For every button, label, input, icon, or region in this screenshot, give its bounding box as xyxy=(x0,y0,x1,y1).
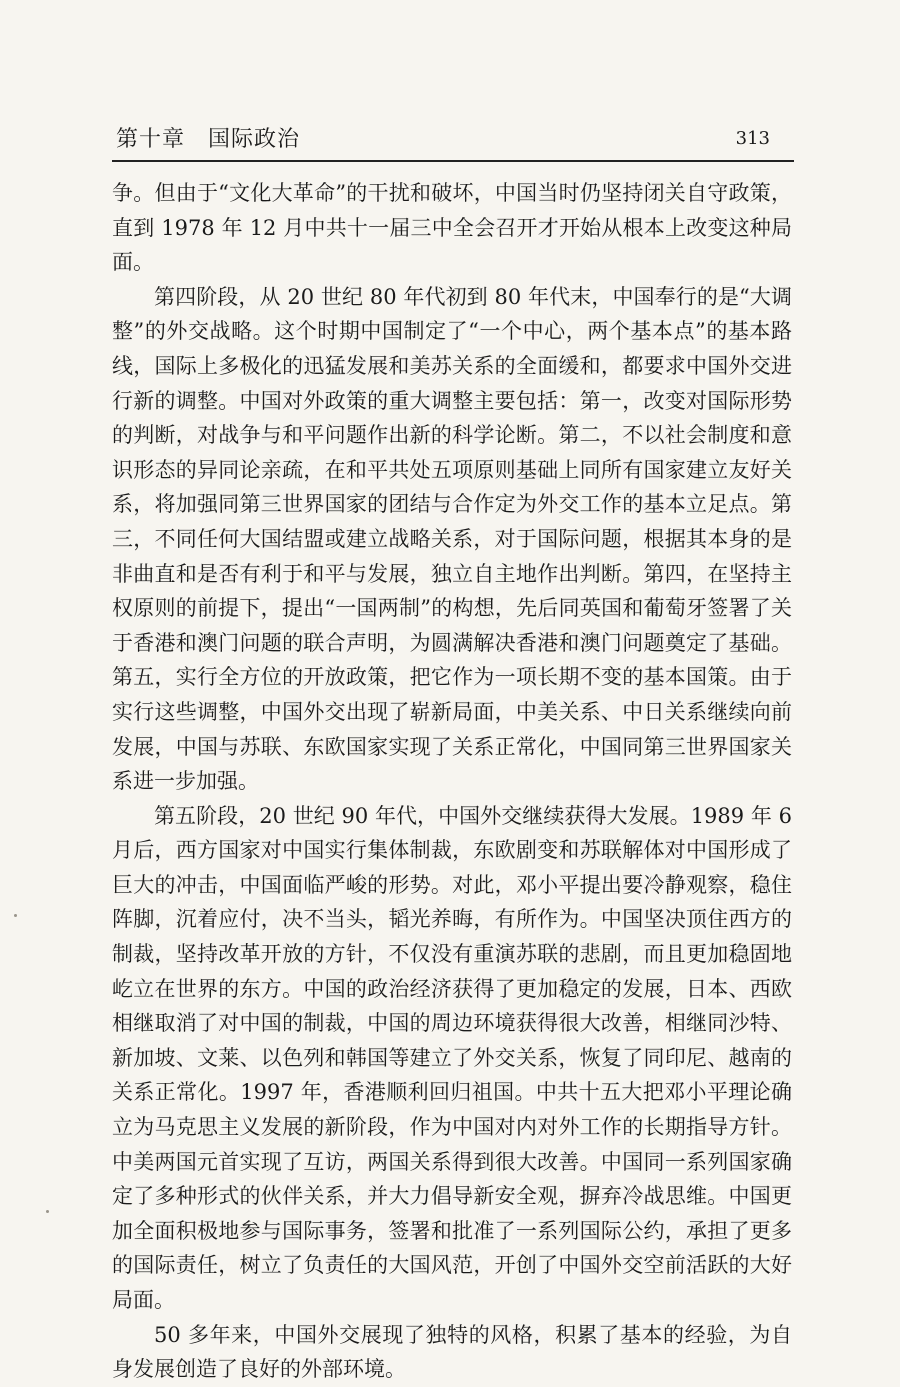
chapter-title: 第十章 国际政治 xyxy=(116,127,301,152)
paragraph-conclusion: 50 多年来，中国外交展现了独特的风格，积累了基本的经验，为自身发展创造了良好的外部环境。 xyxy=(112,1322,792,1382)
scan-speck xyxy=(14,914,17,917)
scan-speck xyxy=(46,1210,49,1213)
body-text xyxy=(112,176,792,1387)
paragraph-stage-five: 第五阶段，20 世纪 90 年代，中国外交继续获得大发展。1989 年 6 月后，西方国家对中国实行集体制裁，东欧剧变和苏联解体对中国形成了巨大的冲击，中国面临严峻的形势。对此，邓小平提出要冷静观察，稳住阵脚，沉着应付，决不当头，韬光养晦，有所作为。中国坚决顶住西方的制裁，坚持改革开放的方针，不仅没有重演苏联的悲剧，而且更加稳固地屹立在世界的东方。中国的政治经济获得了更加稳定的发展，日本、西欧相继取消了对中国的制裁，中国的周边环境获得很大改善，相继同沙特、新加坡、文莱、以色列和韩国等建立了外交关系，恢复了同印尼、越南的关系正常化。1997 年，香港顺利回归祖国。中共十五大把邓小平理论确立为马克思主义发展的新阶段，作为中国对内对外工作的长期指导方针。中美两国元首实现了互访，两国关系得到很大改善。中国同一系列国家确定了多种形式的伙伴关系，并大力倡导新安全观，摒弃冷战思维。中国更加全面积极地参与国际事务，签署和批准了一系列国际公约，承担了更多的国际责任，树立了负责任的大国风范，开创了中国外交空前活跃的大好局面。 xyxy=(112,803,792,1312)
running-header xyxy=(112,122,794,162)
header-rule xyxy=(112,160,794,162)
paragraph-stage-four: 第四阶段，从 20 世纪 80 年代初到 80 年代末，中国奉行的是“大调整”的外交战略。这个时期中国制定了“一个中心，两个基本点”的基本路线，国际上多极化的迅猛发展和美苏关系的全面缓和，都要求中国外交进行新的调整。中国对外政策的重大调整主要包括：第一，改变对国际形势的判断，对战争与和平问题作出新的科学论断。第二，不以社会制度和意识形态的异同论亲疏，在和平共处五项原则基础上同所有国家建立友好关系，将加强同第三世界国家的团结与合作定为外交工作的基本立足点。第三，不同任何大国结盟或建立战略关系，对于国际问题，根据其本身的是非曲直和是否有利于和平与发展，独立自主地作出判断。第四，在坚持主权原则的前提下，提出“一国两制”的构想，先后同英国和葡萄牙签署了关于香港和澳门问题的联合声明，为圆满解决香港和澳门问题奠定了基础。第五，实行全方位的开放政策，把它作为一项长期不变的基本国策。由于实行这些调整，中国外交出现了崭新局面，中美关系、中日关系继续向前发展，中国与苏联、东欧国家实现了关系正常化，中国同第三世界国家关系进一步加强。 xyxy=(112,284,792,794)
page-number: 313 xyxy=(735,128,770,149)
paragraph-continued: 争。但由于“文化大革命”的干扰和破坏，中国当时仍坚持闭关自守政策，直到 1978 年 12 月中共十一届三中全会召开才开始从根本上改变这种局面。 xyxy=(112,181,792,275)
